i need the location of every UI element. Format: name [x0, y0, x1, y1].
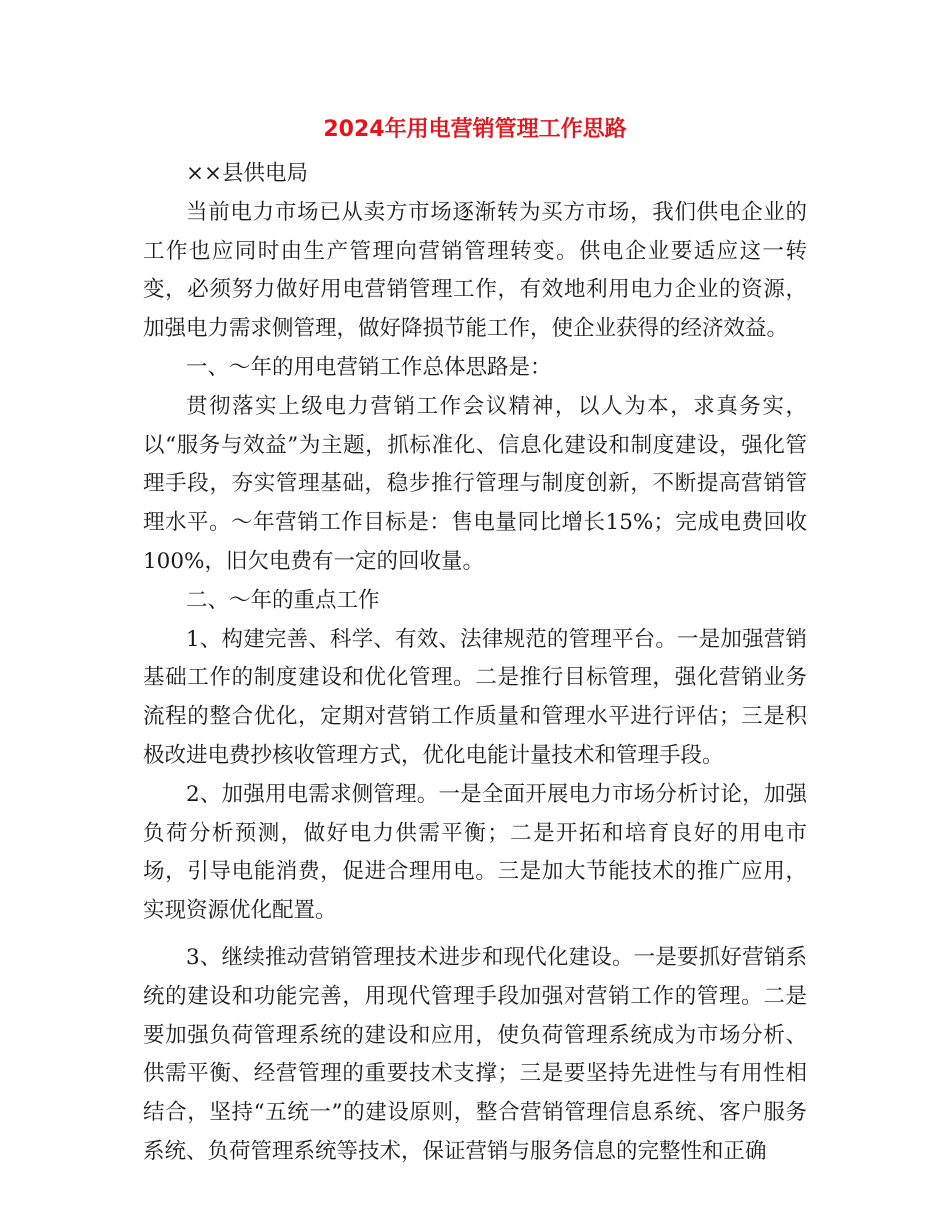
section-heading-1: 一、～年的用电营销工作总体思路是：	[186, 354, 552, 380]
paragraph-intro: 当前电力市场已从卖方市场逐渐转为买方市场，我们供电企业的工作也应同时由生产管理向营销管理转变。供电企业要适应这一转变，必须努力做好用电营销管理工作，有效地利用电力企业的资源，加强电力需求侧管理，做好降损节能工作，使企业获得的经济效益。	[143, 199, 807, 342]
issuer-line: ××县供电局	[186, 161, 309, 186]
paragraph-item-1: 1、构建完善、科学、有效、法律规范的管理平台。一是加强营销基础工作的制度建设和优化管理。二是推行目标管理，强化营销业务流程的整合优化，定期对营销工作质量和管理水平进行评估；三是积极改进电费抄核收管理方式，优化电能计量技术和管理手段。	[143, 626, 807, 768]
section-heading-2: 二、～年的重点工作	[186, 587, 380, 613]
paragraph-item-3: 3、继续推动营销管理技术进步和现代化建设。一是要抓好营销系统的建设和功能完善，用现代管理手段加强对营销工作的管理。二是要加强负荷管理系统的建设和应用，使负荷管理系统成为市场分析、供需平衡、经营管理的重要技术支撑；三是要坚持先进性与有用性相结合，坚持“五统一”的建设原则，整合营销管理信息系统、客户服务系统、负荷管理系统等技术，保证营销与服务信息的完整性和正确	[143, 944, 807, 1164]
paragraph-overall-approach: 贯彻落实上级电力营销工作会议精神，以人为本，求真务实，以“服务与效益”为主题，抓标准化、信息化建设和制度建设，强化管理手段，夯实管理基础，稳步推行管理与制度创新，不断提高营销管理水平。～年营销工作目标是：售电量同比增长15%；完成电费回收100%，旧欠电费有一定的回收量。	[143, 393, 807, 574]
document-body	[143, 155, 807, 1172]
paragraph-item-2: 2、加强用电需求侧管理。一是全面开展电力市场分析讨论，加强负荷分析预测，做好电力供需平衡；二是开拓和培育良好的用电市场，引导电能消费，促进合理用电。三是加大节能技术的推广应用，实现资源优化配置。	[143, 781, 807, 924]
document-title: 2024年用电营销管理工作思路	[323, 117, 627, 142]
